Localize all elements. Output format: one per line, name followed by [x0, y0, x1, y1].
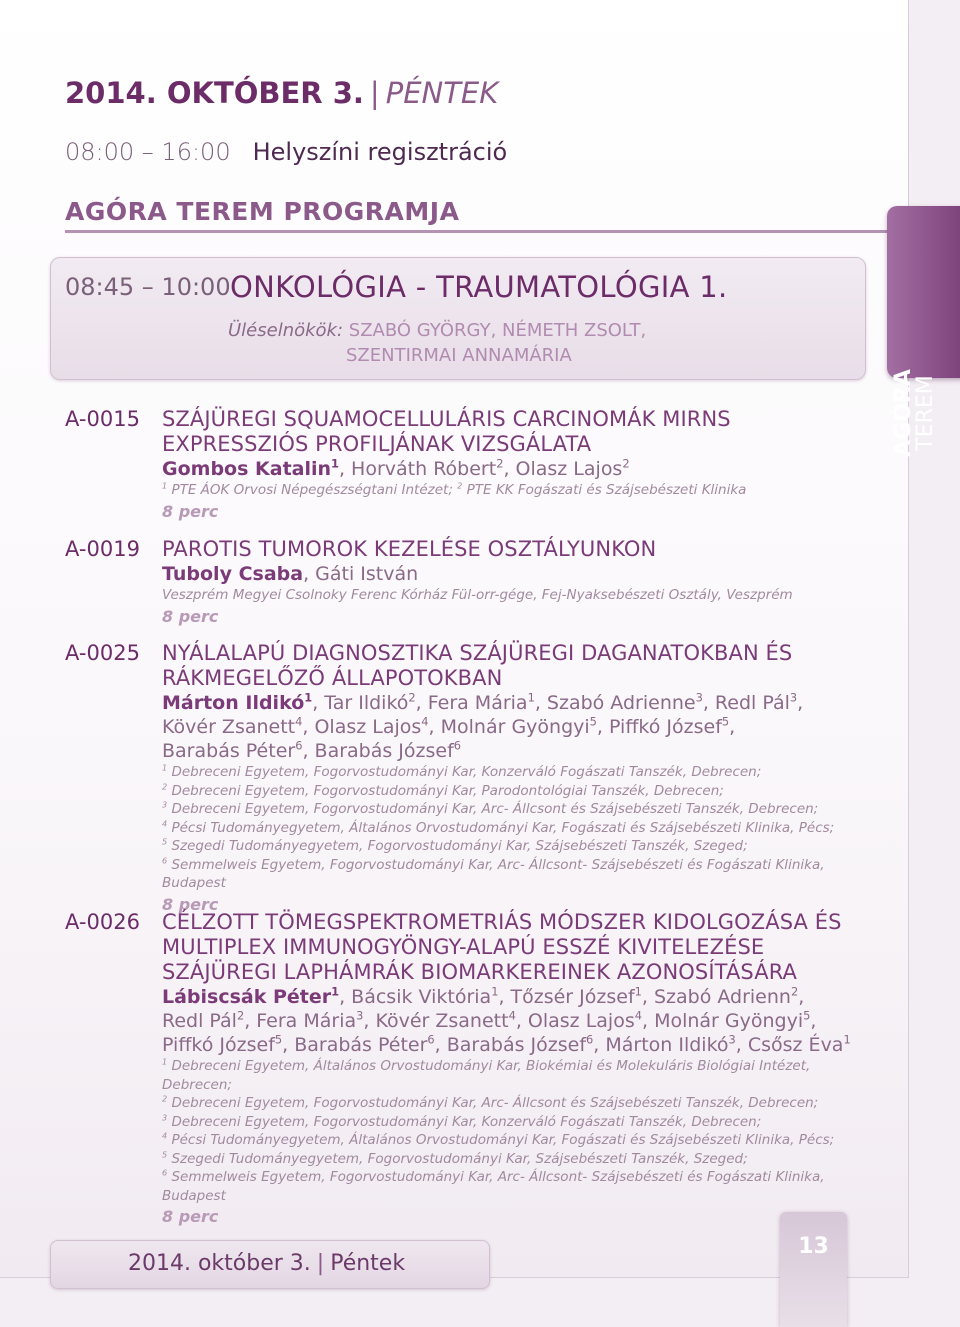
page-number-tab [780, 1212, 847, 1327]
abstract-affiliation-1: $^1$ Debreceni Egyetem, Általános Orvostudományi Kar, Biokémiai és Molekuláris Biológiai Intézet, Debrecen; [162, 1056, 811, 1093]
abstract-affiliation-5: $^5$ Szegedi Tudományegyetem, Fogorvostudományi Kar, Szájsebészeti Tanszék, Szeged; [162, 1149, 748, 1167]
footer-date [128, 1251, 405, 1276]
abstract-duration: 8 perc [162, 1207, 219, 1226]
abstract-affiliation-3: $^3$ Debreceni Egyetem, Fogorvostudományi Kar, Konzerváló Fogászati Tanszék, Debrecen; [162, 1112, 762, 1130]
abstract-body [162, 407, 862, 524]
side-tab-label [893, 328, 937, 498]
abstract-authors: Gombos Katalin$^1$, Horváth Róbert$^2$, Olasz Lajos$^2$ [162, 456, 630, 480]
page-date-heading [65, 76, 498, 110]
abstract-affiliation: $^1$ PTE ÁOK Orvosi Népegészségtani Intézet; $^2$ PTE KK Fogászati és Szájsebészeti Klinika [162, 480, 747, 498]
abstract-duration: 8 perc [162, 501, 219, 521]
heading-day: PÉNTEK [385, 76, 499, 110]
footer-day: Péntek [330, 1251, 406, 1276]
session-title: ONKOLÓGIA - TRAUMATOLÓGIA 1. [230, 270, 728, 304]
registration-time: 08:00 – 16:00 [65, 138, 231, 166]
abstract-affiliation-2: $^2$ Debreceni Egyetem, Fogorvostudományi Kar, Arc- Állcsont és Szájsebészeti Tanszék, Debrecen; [162, 1093, 819, 1111]
registration-row [65, 138, 507, 166]
abstract-authors: Márton Ildikó$^1$, Tar Ildikó$^2$, Fera Mária$^1$, Szabó Adrienne$^3$, Redl Pál$^3$, Kövér Zsanett$^4$, Olasz Lajos$^4$, Molnár Gyöngyi$^5$, Piffkó József$^5$, Barabás Péter$^6$, Barabás József$^6$ [162, 690, 804, 762]
abstract-title: PAROTIS TUMOROK KEZELÉSE OSZTÁLYUNKON [162, 537, 657, 561]
abstract-body [162, 641, 862, 917]
abstract-affiliation-6: $^6$ Semmelweis Egyetem, Fogorvostudományi Kar, Arc- Állcsont- Szájsebészeti és Fogászati Klinika, Budapest [162, 1167, 825, 1204]
side-tab-line1: AGÓRA [891, 369, 916, 457]
heading-date: 2014. OKTÓBER 3. [65, 76, 364, 110]
program-title-underline [65, 230, 887, 233]
abstract-affiliation-1: $^1$ Debreceni Egyetem, Fogorvostudományi Kar, Konzerváló Fogászati Tanszék, Debrecen; [162, 762, 762, 780]
page-number: 13 [798, 1234, 829, 1259]
abstract-affiliation-4: $^4$ Pécsi Tudományegyetem, Általános Orvostudományi Kar, Fogászati és Szájsebészeti Klinika, Pécs; [162, 818, 835, 836]
abstract-authors: Lábiscsák Péter$^1$, Bácsik Viktória$^1$, Tőzsér József$^1$, Szabó Adrienn$^2$, Redl Pál$^2$, Fera Mária$^3$, Kövér Zsanett$^4$, Olasz Lajos$^4$, Molnár Gyöngyi$^5$, Piffkó József$^5$, Barabás Péter$^6$, Barabás József$^6$, Márton Ildikó$^3$, Csősz Éva$^1$ [162, 984, 851, 1056]
chairs-label: Üléselnökök: [228, 320, 344, 341]
abstract-code: A-0026 [65, 910, 140, 934]
abstract-affiliation: Veszprém Megyei Csolnoky Ferenc Kórház Fül-orr-gége, Fej-Nyaksebészeti Osztály, Veszprém [162, 587, 793, 603]
abstract-code: A-0015 [65, 407, 140, 431]
abstract-code: A-0019 [65, 537, 140, 561]
footer-separator: | [316, 1251, 325, 1276]
registration-label: Helyszíni regisztráció [252, 138, 508, 166]
heading-separator: | [369, 76, 380, 110]
session-time: 08:45 – 10:00 [65, 273, 231, 301]
abstract-affiliation-5: $^5$ Szegedi Tudományegyetem, Fogorvostudományi Kar, Szájsebészeti Tanszék, Szeged; [162, 836, 748, 854]
abstract-title: NYÁLALAPÚ DIAGNOSZTIKA SZÁJÜREGI DAGANATOKBAN ÉS RÁKMEGELŐZŐ ÁLLAPOTOKBAN [162, 641, 793, 690]
abstract-affiliation-6: $^6$ Semmelweis Egyetem, Fogorvostudományi Kar, Arc- Állcsont- Szájsebészeti és Fogászati Klinika, Budapest [162, 855, 825, 891]
abstract-title: SZÁJÜREGI SQUAMOCELLULÁRIS CARCINOMÁK MIRNS EXPRESSZIÓS PROFILJÁNAK VIZSGÁLATA [162, 407, 731, 456]
abstract-title: CÉLZOTT TÖMEGSPEKTROMETRIÁS MÓDSZER KIDOLGOZÁSA ÉS MULTIPLEX IMMUNOGYÖNGY-ALAPÚ ESSZÉ KIVITELEZÉSE SZÁJÜREGI LAPHÁMRÁK BIOMARKEREINEK AZONOSÍTÁSÁRA [162, 910, 842, 984]
side-tab-line2: TEREM [913, 375, 938, 451]
abstract-duration: 8 perc [162, 894, 219, 914]
chairs-names-line1: SZABÓ GYÖRGY, NÉMETH ZSOLT, [348, 320, 647, 341]
abstract-affiliation-3: $^3$ Debreceni Egyetem, Fogorvostudományi Kar, Arc- Állcsont és Szájsebészeti Tanszék, Debrecen; [162, 799, 819, 817]
abstract-affiliation-2: $^2$ Debreceni Egyetem, Fogorvostudományi Kar, Parodontológiai Tanszék, Debrecen; [162, 781, 724, 799]
footer-date-text: 2014. október 3. [128, 1251, 311, 1276]
session-chairs [228, 318, 728, 368]
abstract-authors: Tuboly Csaba, Gáti István [162, 563, 419, 585]
side-tab-agora-terem [887, 206, 960, 457]
program-title: AGÓRA TEREM PROGRAMJA [65, 197, 460, 226]
abstract-duration: 8 perc [162, 606, 219, 626]
abstract-code: A-0025 [65, 641, 140, 665]
abstract-body [162, 537, 862, 629]
chairs-names-line2: SZENTIRMAI ANNAMÁRIA [346, 345, 572, 366]
abstract-body [162, 910, 862, 1229]
abstract-affiliation-4: $^4$ Pécsi Tudományegyetem, Általános Orvostudományi Kar, Fogászati és Szájsebészeti Klinika, Pécs; [162, 1130, 835, 1148]
